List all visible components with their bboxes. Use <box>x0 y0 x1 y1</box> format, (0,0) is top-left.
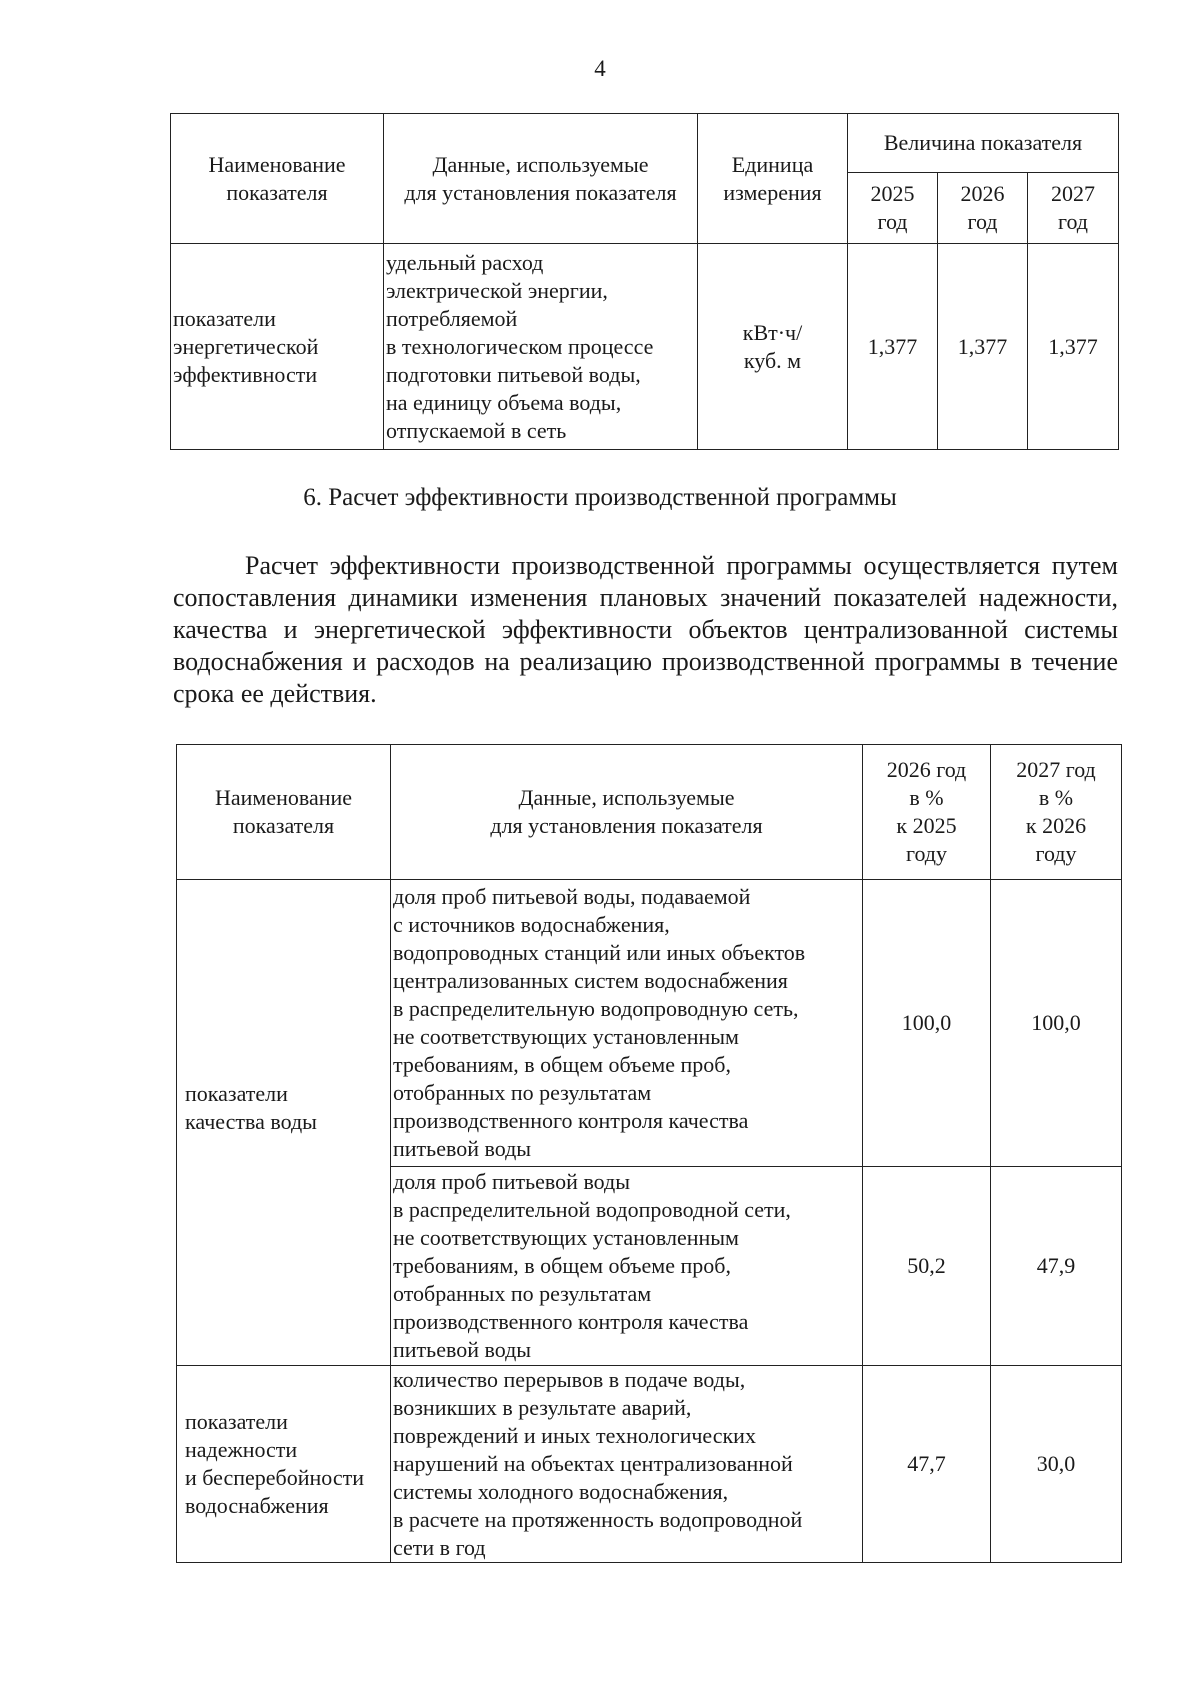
section-title: 6. Расчет эффективности производственной программы <box>303 484 897 511</box>
t2-header-2026: 2026 год в % к 2025 году <box>863 745 991 880</box>
t1-header-name: Наименование показателя <box>171 114 384 244</box>
t1-row-name: показатели энергетической эффективности <box>171 244 384 450</box>
t1-row-value-2025: 1,377 <box>848 244 938 450</box>
table-row <box>171 244 1119 450</box>
t1-header-year-2027: 2027 год <box>1028 173 1119 244</box>
t1-row-unit: кВт·ч/ куб. м <box>698 244 848 450</box>
paragraph-text: Расчет эффективности производственной программы осуществляется путем сопоставления динамики изменения плановых значений показателей надежности, качества и энергетической эффективности объектов централизованной системы водоснабжения и расходов на реализацию производственной программы в течение срока ее действия. <box>173 551 1118 708</box>
t2-row-value-2026: 47,7 <box>863 1366 991 1563</box>
t1-header-unit: Единица измерения <box>698 114 848 244</box>
t1-row-value-2026: 1,377 <box>938 244 1028 450</box>
t1-row-value-2027: 1,377 <box>1028 244 1119 450</box>
t1-header-data: Данные, используемые для установления показателя <box>384 114 698 244</box>
t1-header-year-2025: 2025 год <box>848 173 938 244</box>
t2-group-reliability: показатели надежности и бесперебойности водоснабжения <box>177 1366 391 1563</box>
energy-efficiency-table <box>170 113 1119 450</box>
t1-header-value-group: Величина показателя <box>848 114 1119 173</box>
t2-row-data: доля проб питьевой воды в распределительной водопроводной сети, не соответствующих установленным требованиям, в общем объеме проб, отобранных по результатам производственного контроля качества питьевой воды <box>391 1166 863 1365</box>
t2-row-data: доля проб питьевой воды, подаваемой с источников водоснабжения, водопроводных станций или иных объектов централизованных систем водоснабжения в распределительную водопроводную сеть, не соответствующих установленным требованиям, в общем объеме проб, отобранных по результатам производственного контроля качества питьевой воды <box>391 880 863 1167</box>
page-number: 4 <box>594 56 606 81</box>
t2-header-name: Наименование показателя <box>177 745 391 880</box>
table-row <box>177 880 1122 1167</box>
t2-row-value-2026: 100,0 <box>863 880 991 1167</box>
t2-header-data: Данные, используемые для установления показателя <box>391 745 863 880</box>
t2-row-value-2027: 100,0 <box>991 880 1122 1167</box>
efficiency-calculation-table <box>176 744 1122 1563</box>
t2-group-water-quality: показатели качества воды <box>177 880 391 1366</box>
t2-row-value-2027: 47,9 <box>991 1166 1122 1365</box>
body-paragraph <box>173 550 1118 710</box>
table-row <box>177 1366 1122 1563</box>
t2-row-data: количество перерывов в подаче воды, возникших в результате аварий, повреждений и иных технологических нарушений на объектах централизованной системы холодного водоснабжения, в расчете на протяженность водопроводной сети в год <box>391 1366 863 1563</box>
t2-header-2027: 2027 год в % к 2026 году <box>991 745 1122 880</box>
t2-row-value-2026: 50,2 <box>863 1166 991 1365</box>
t1-row-data: удельный расход электрической энергии, потребляемой в технологическом процессе подготовки питьевой воды, на единицу объема воды, отпускаемой в сеть <box>384 244 698 450</box>
t1-header-year-2026: 2026 год <box>938 173 1028 244</box>
t2-row-value-2027: 30,0 <box>991 1366 1122 1563</box>
